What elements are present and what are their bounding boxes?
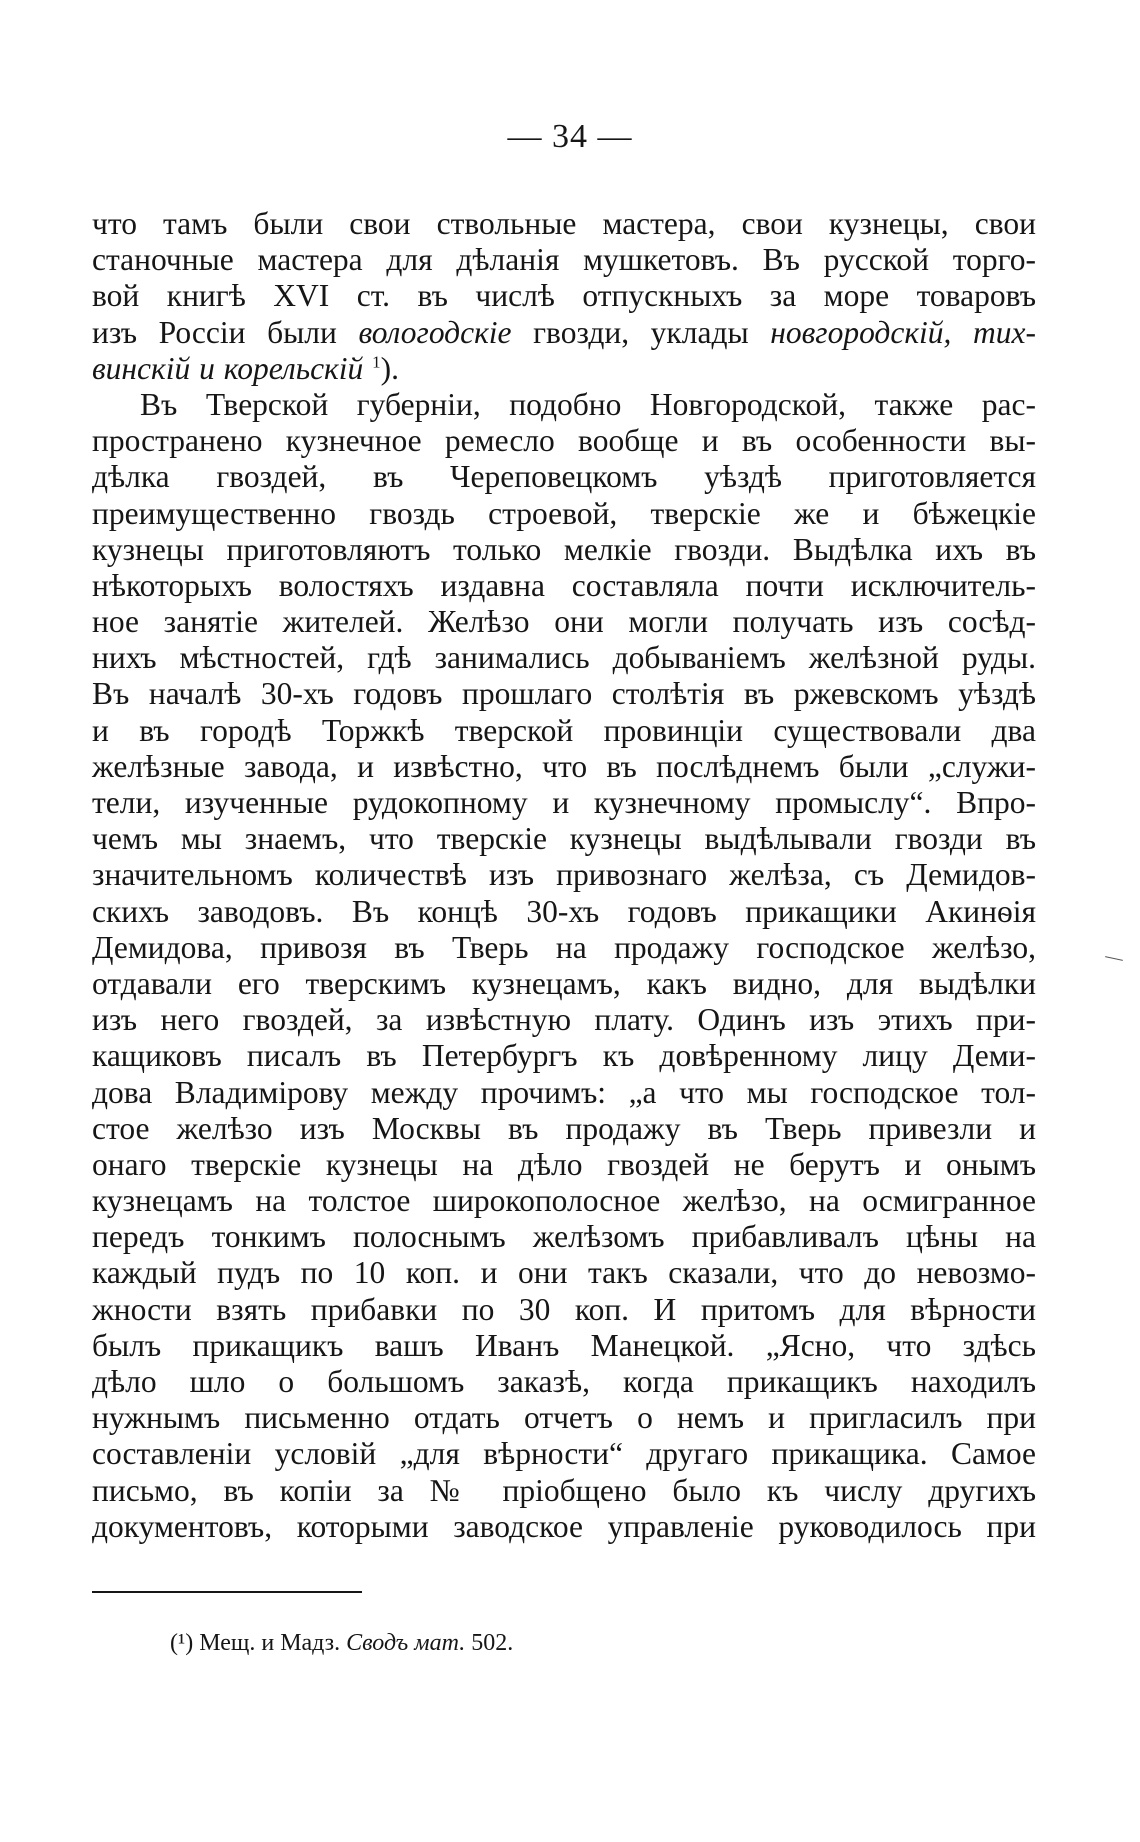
text-line: вой книгѣ XVI ст. въ числѣ отпускныхъ за море товаровъ <box>92 278 1036 314</box>
text-line: и въ городѣ Торжкѣ тверской провинціи существовали два <box>92 712 1036 748</box>
italic-text: вологодскіе <box>358 314 512 350</box>
italic-text: новгородскій, тих- <box>770 314 1036 350</box>
text-line: ное занятіе жителей. Желѣзо они могли получать изъ сосѣд- <box>92 604 1036 640</box>
text-line <box>92 315 1036 351</box>
text-line: дѣлка гвоздей, въ Череповецкомъ уѣздѣ приготовляется <box>92 459 1036 495</box>
main-text <box>92 206 1036 1545</box>
text-line: передъ тонкимъ полоснымъ желѣзомъ прибавливалъ цѣны на <box>92 1219 1036 1255</box>
italic-text: винскій и корельскій <box>92 350 364 386</box>
text-line: жности взять прибавки по 30 коп. И притомъ для вѣрности <box>92 1291 1036 1327</box>
text-line: стое желѣзо изъ Москвы въ продажу въ Тверь привезли и <box>92 1110 1036 1146</box>
text-line: дова Владимірову между прочимъ: „а что мы господское тол- <box>92 1074 1036 1110</box>
page-number: — 34 — <box>507 118 633 155</box>
text-line: станочные мастера для дѣланія мушкетовъ. Въ русской торго- <box>92 242 1036 278</box>
footnote-marker: (¹) <box>170 1630 194 1656</box>
text-line: нужнымъ письменно отдать отчетъ о немъ и пригласилъ при <box>92 1400 1036 1436</box>
footnote-text: Мещ. и Мадз. <box>193 1630 347 1656</box>
footnote-ref: 1 <box>372 352 381 372</box>
text-line: документовъ, которыми заводское управленіе руководилось при <box>92 1508 1036 1544</box>
text-line: нѣкоторыхъ волостяхъ издавна составляла почти исключитель- <box>92 567 1036 603</box>
text-line: Въ началѣ 30-хъ годовъ прошлаго столѣтія въ ржевскомъ уѣздѣ <box>92 676 1036 712</box>
text-line: составленіи условій „для вѣрности“ другаго прикащика. Самое <box>92 1436 1036 1472</box>
text-line: былъ прикащикъ вашъ Иванъ Манецкой. „Ясно, что здѣсь <box>92 1327 1036 1363</box>
text-line: преимущественно гвоздь строевой, тверскіе же и бѣжецкіе <box>92 495 1036 531</box>
text-line: желѣзные завода, и извѣстно, что въ послѣднемъ были „служи- <box>92 748 1036 784</box>
text-line: дѣло шло о большомъ заказѣ, когда прикащикъ находилъ <box>92 1364 1036 1399</box>
text-line: кузнецы приготовляютъ только мелкіе гвозди. Выдѣлка ихъ въ <box>92 531 1036 567</box>
text-line: скихъ заводовъ. Въ концѣ 30-хъ годовъ прикащики Акинѳія <box>92 893 1036 929</box>
text-line: Въ Тверской губерніи, подобно Новгородской, также рас- <box>140 386 1036 422</box>
footnote-text: 502. <box>465 1630 514 1656</box>
text-span: изъ Россіи были <box>92 314 359 350</box>
text-line: кащиковъ писалъ въ Петербургъ къ довѣренному лицу Деми- <box>92 1038 1036 1074</box>
text-line: Демидова, привозя въ Тверь на продажу господское желѣзо, <box>92 929 1036 965</box>
text-line: отдавали его тверскимъ кузнецамъ, какъ видно, для выдѣлки <box>92 965 1036 1001</box>
text-line: каждый пудъ по 10 коп. и они такъ сказали, что до невозмо- <box>92 1255 1036 1291</box>
text-line: онаго тверскіе кузнецы на дѣло гвоздей не берутъ и онымъ <box>92 1146 1036 1182</box>
text-span: ). <box>380 350 400 386</box>
text-line: пространено кузнечное ремесло вообще и въ особенности вы- <box>92 423 1036 459</box>
text-line: тели, изученные рудокопному и кузнечному промыслу“. Впро- <box>92 785 1036 820</box>
text-line: значительномъ количествѣ изъ привознаго желѣза, съ Демидов- <box>92 857 1036 893</box>
text-line: нихъ мѣстностей, гдѣ занимались добываніемъ желѣзной руды. <box>92 640 1036 676</box>
text-line: кузнецамъ на толстое широкополосное желѣзо, на осмигранное <box>92 1183 1036 1219</box>
footnote-divider <box>92 1591 362 1593</box>
text-span: гвозди, уклады <box>511 314 771 350</box>
text-line: чемъ мы знаемъ, что тверскіе кузнецы выдѣлывали гвозди въ <box>92 821 1036 857</box>
text-line: изъ него гвоздей, за извѣстную плату. Одинъ изъ этихъ при- <box>92 1002 1036 1038</box>
text-line <box>92 351 1036 387</box>
text-line: что тамъ были свои ствольные мастера, свои кузнецы, свои <box>92 206 1036 241</box>
footnote-italic: Сводъ мат. <box>346 1630 466 1656</box>
margin-mark <box>1105 956 1123 961</box>
footnote <box>170 1630 513 1657</box>
text-line: письмо, въ копіи за № пріобщено было къ числу другихъ <box>92 1472 1036 1508</box>
